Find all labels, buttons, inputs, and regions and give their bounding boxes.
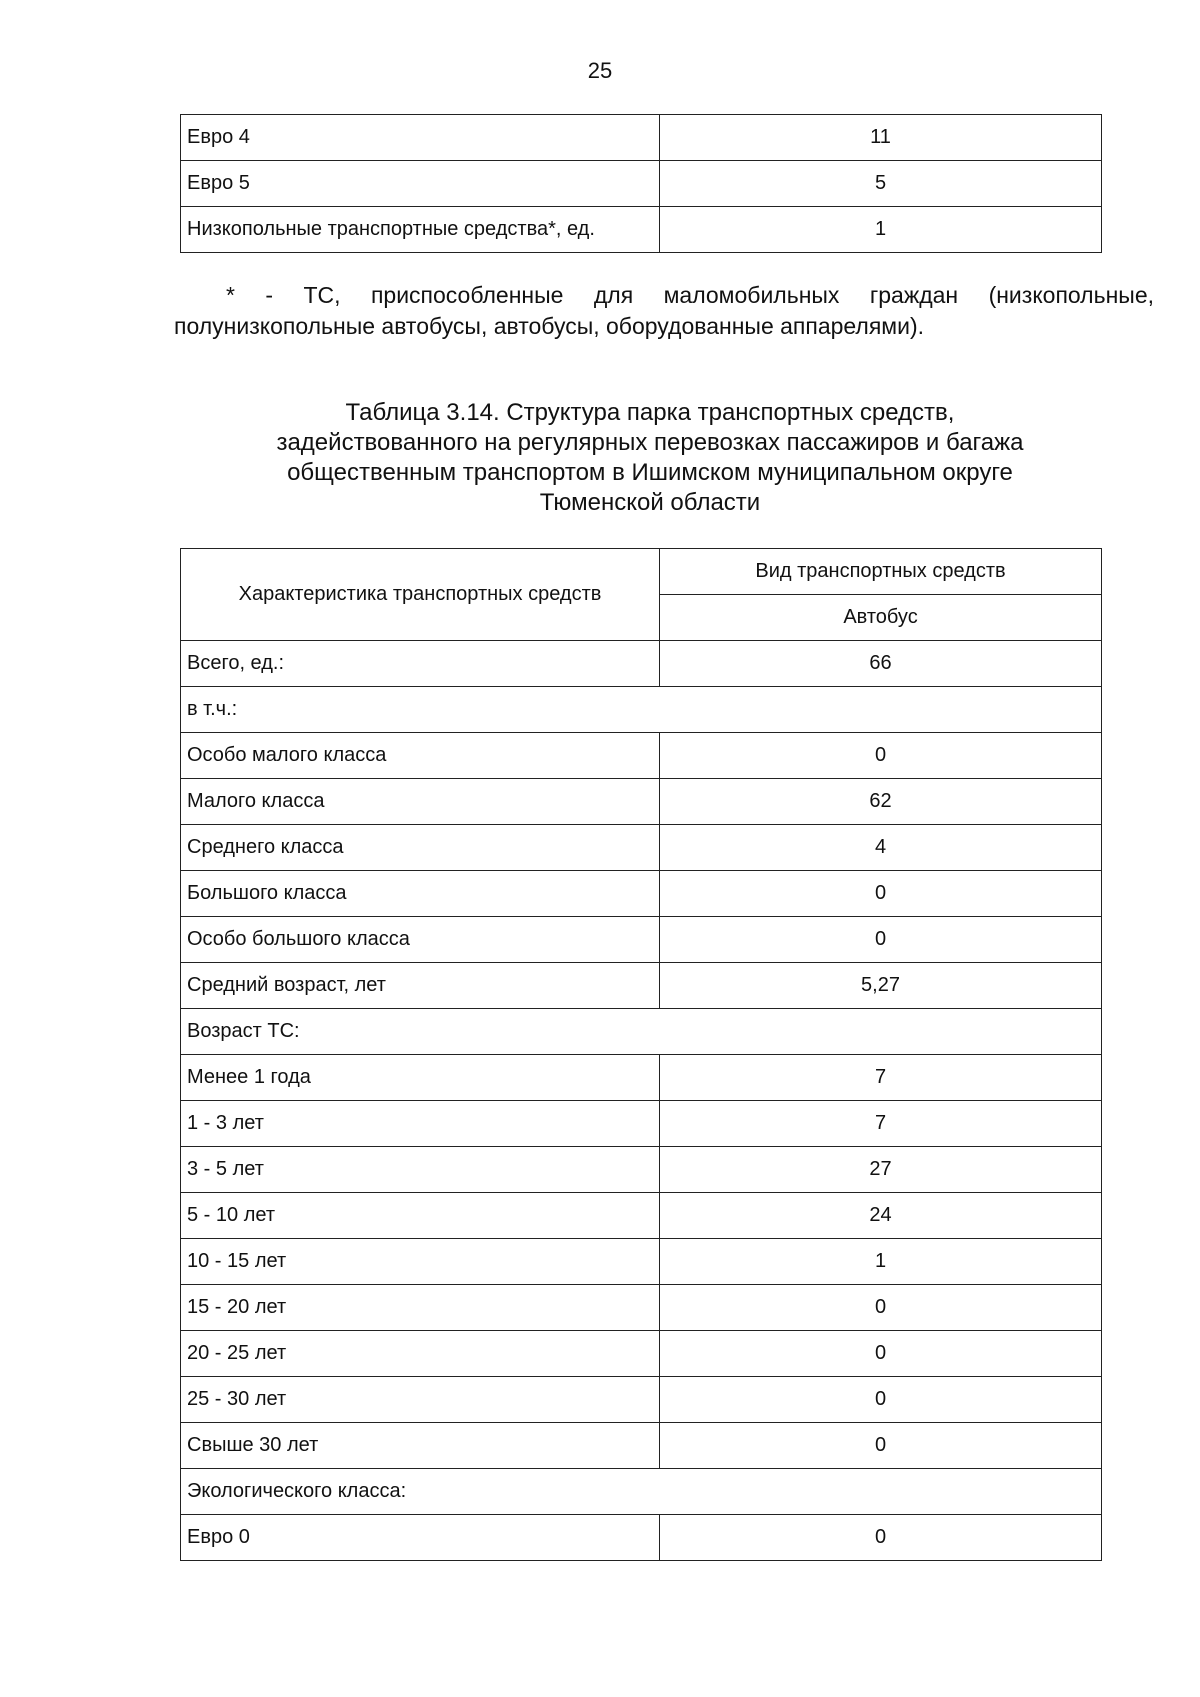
table-row	[181, 779, 1102, 825]
table-row	[181, 1423, 1102, 1469]
row-label: в т.ч.:	[181, 687, 1102, 733]
row-value: 1	[660, 207, 1102, 253]
row-label: Евро 4	[181, 115, 660, 161]
table-header-row	[181, 549, 1102, 595]
table-row	[181, 1239, 1102, 1285]
row-value: 4	[660, 825, 1102, 871]
page-number: 25	[587, 58, 613, 83]
table-row	[181, 825, 1102, 871]
row-label: 10 - 15 лет	[181, 1239, 660, 1285]
row-label: Среднего класса	[181, 825, 660, 871]
row-label: Особо малого класса	[181, 733, 660, 779]
table-row	[181, 641, 1102, 687]
caption-line: общественным транспортом в Ишимском муниципальном округе	[287, 459, 1013, 486]
table-row	[181, 1193, 1102, 1239]
row-label: Евро 0	[181, 1515, 660, 1561]
row-value: 7	[660, 1101, 1102, 1147]
table-row	[181, 917, 1102, 963]
row-value: 0	[660, 1285, 1102, 1331]
table-row	[181, 1469, 1102, 1515]
table-row	[181, 1331, 1102, 1377]
row-label: Экологического класса:	[181, 1469, 1102, 1515]
row-label: 5 - 10 лет	[181, 1193, 660, 1239]
caption-line: Таблица 3.14. Структура парка транспортных средств,	[345, 399, 955, 426]
row-label: 25 - 30 лет	[181, 1377, 660, 1423]
row-label: Низкопольные транспортные средства*, ед.	[181, 207, 660, 253]
continued-table	[180, 114, 1102, 253]
fleet-structure-table	[180, 548, 1102, 1561]
table-row	[181, 733, 1102, 779]
row-value: 0	[660, 1515, 1102, 1561]
row-label: Средний возраст, лет	[181, 963, 660, 1009]
table-row	[181, 207, 1102, 253]
row-value: 0	[660, 917, 1102, 963]
header-characteristic: Характеристика транспортных средств	[181, 549, 660, 641]
table-row	[181, 115, 1102, 161]
row-label: Евро 5	[181, 161, 660, 207]
row-label: 3 - 5 лет	[181, 1147, 660, 1193]
row-value: 0	[660, 733, 1102, 779]
header-vehicle-type: Вид транспортных средств	[660, 549, 1102, 595]
row-value: 0	[660, 1423, 1102, 1469]
footnote-line: полунизкопольные автобусы, автобусы, оборудованные аппарелями).	[174, 313, 925, 339]
table-row	[181, 1009, 1102, 1055]
row-label: Большого класса	[181, 871, 660, 917]
table-row	[181, 1515, 1102, 1561]
table-row	[181, 963, 1102, 1009]
row-value: 5,27	[660, 963, 1102, 1009]
table-row	[181, 1101, 1102, 1147]
header-bus: Автобус	[660, 595, 1102, 641]
row-value: 27	[660, 1147, 1102, 1193]
row-label: 1 - 3 лет	[181, 1101, 660, 1147]
row-label: Особо большого класса	[181, 917, 660, 963]
row-value: 24	[660, 1193, 1102, 1239]
table-caption	[150, 398, 1150, 518]
row-label: Всего, ед.:	[181, 641, 660, 687]
row-value: 7	[660, 1055, 1102, 1101]
table-row	[181, 1055, 1102, 1101]
table-row	[181, 687, 1102, 733]
row-value: 0	[660, 1377, 1102, 1423]
row-value: 0	[660, 1331, 1102, 1377]
row-value: 0	[660, 871, 1102, 917]
row-label: Менее 1 года	[181, 1055, 660, 1101]
row-label: Малого класса	[181, 779, 660, 825]
table-row	[181, 161, 1102, 207]
row-label: Возраст ТС:	[181, 1009, 1102, 1055]
table-row	[181, 1377, 1102, 1423]
row-value: 62	[660, 779, 1102, 825]
footnote-line: * - ТС, приспособленные для маломобильных граждан (низкопольные,	[226, 282, 1154, 308]
table-row	[181, 1147, 1102, 1193]
row-value: 11	[660, 115, 1102, 161]
row-label: 15 - 20 лет	[181, 1285, 660, 1331]
caption-line: задействованного на регулярных перевозках пассажиров и багажа	[276, 429, 1024, 456]
caption-line: Тюменской области	[539, 489, 761, 516]
row-label: Свыше 30 лет	[181, 1423, 660, 1469]
row-value: 5	[660, 161, 1102, 207]
row-value: 1	[660, 1239, 1102, 1285]
table-row	[181, 1285, 1102, 1331]
table-row	[181, 871, 1102, 917]
row-label: 20 - 25 лет	[181, 1331, 660, 1377]
row-value: 66	[660, 641, 1102, 687]
footnote	[174, 280, 1154, 342]
